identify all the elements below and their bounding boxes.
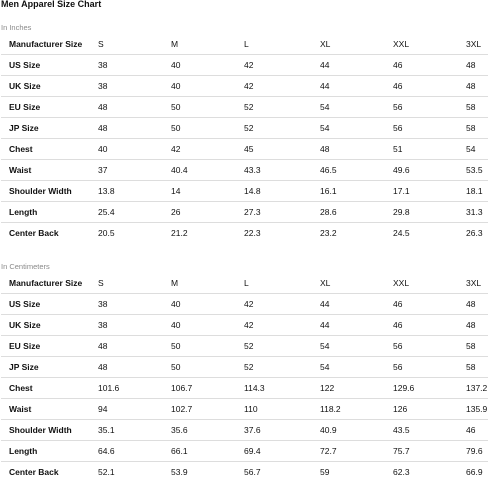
table-cell: 51: [393, 139, 466, 160]
centimeters-size-table: [1, 273, 488, 482]
table-cell: M: [171, 34, 244, 55]
table-cell: 21.2: [171, 223, 244, 244]
table-cell: 48: [98, 336, 171, 357]
table-cell: 42: [244, 315, 320, 336]
table-cell: 48: [466, 55, 488, 76]
table-cell: 94: [98, 399, 171, 420]
table-cell: 49.6: [393, 160, 466, 181]
table-row: [1, 55, 488, 76]
table-cell: 72.7: [320, 441, 393, 462]
table-cell: 46: [393, 315, 466, 336]
table-cell: 42: [244, 55, 320, 76]
table-cell: 48: [466, 294, 488, 315]
table-cell: XL: [320, 34, 393, 55]
table-cell: 3XL: [466, 273, 488, 294]
table-row: [1, 420, 488, 441]
inches-section-caption: In Inches: [1, 23, 31, 32]
table-cell: 31.3: [466, 202, 488, 223]
row-label: US Size: [1, 294, 98, 315]
table-cell: 56: [393, 336, 466, 357]
table-row: [1, 399, 488, 420]
table-cell: 46.5: [320, 160, 393, 181]
table-cell: 22.3: [244, 223, 320, 244]
table-row: [1, 202, 488, 223]
row-label: Chest: [1, 378, 98, 399]
table-cell: 48: [466, 76, 488, 97]
table-cell: 64.6: [98, 441, 171, 462]
row-label: Chest: [1, 139, 98, 160]
table-cell: 59: [320, 462, 393, 482]
table-cell: 48: [98, 357, 171, 378]
table-row: [1, 223, 488, 244]
inches-size-table: [1, 34, 488, 243]
row-label: JP Size: [1, 118, 98, 139]
row-label: Center Back: [1, 223, 98, 244]
table-cell: L: [244, 273, 320, 294]
table-cell: 52.1: [98, 462, 171, 482]
table-cell: 38: [98, 294, 171, 315]
table-cell: 25.4: [98, 202, 171, 223]
table-cell: 53.9: [171, 462, 244, 482]
table-row: [1, 315, 488, 336]
table-cell: 3XL: [466, 34, 488, 55]
table-cell: XXL: [393, 273, 466, 294]
table-cell: 48: [320, 139, 393, 160]
table-cell: 44: [320, 76, 393, 97]
table-row: [1, 76, 488, 97]
table-cell: 43.3: [244, 160, 320, 181]
table-cell: 58: [466, 357, 488, 378]
table-cell: 42: [171, 139, 244, 160]
table-row: [1, 294, 488, 315]
table-cell: 101.6: [98, 378, 171, 399]
table-cell: S: [98, 273, 171, 294]
table-cell: 56: [393, 97, 466, 118]
row-label: EU Size: [1, 336, 98, 357]
table-row: [1, 160, 488, 181]
table-cell: 56: [393, 357, 466, 378]
table-cell: 50: [171, 118, 244, 139]
table-cell: 102.7: [171, 399, 244, 420]
table-cell: 52: [244, 357, 320, 378]
table-cell: 28.6: [320, 202, 393, 223]
table-cell: 20.5: [98, 223, 171, 244]
table-cell: S: [98, 34, 171, 55]
table-cell: 42: [244, 76, 320, 97]
table-cell: 16.1: [320, 181, 393, 202]
table-cell: 27.3: [244, 202, 320, 223]
table-cell: 58: [466, 336, 488, 357]
page-title: Men Apparel Size Chart: [1, 0, 101, 9]
table-cell: 24.5: [393, 223, 466, 244]
table-cell: 135.9: [466, 399, 488, 420]
table-cell: 50: [171, 336, 244, 357]
table-cell: 45: [244, 139, 320, 160]
table-cell: M: [171, 273, 244, 294]
table-cell: 44: [320, 315, 393, 336]
row-label: Manufacturer Size: [1, 34, 98, 55]
table-cell: 79.6: [466, 441, 488, 462]
table-cell: 40: [171, 76, 244, 97]
row-label: JP Size: [1, 357, 98, 378]
table-row: [1, 34, 488, 55]
row-label: UK Size: [1, 315, 98, 336]
table-row: [1, 97, 488, 118]
table-cell: 38: [98, 55, 171, 76]
table-cell: 56.7: [244, 462, 320, 482]
table-row: [1, 273, 488, 294]
table-cell: 38: [98, 76, 171, 97]
table-cell: 43.5: [393, 420, 466, 441]
table-cell: 46: [393, 294, 466, 315]
table-row: [1, 118, 488, 139]
table-cell: 46: [393, 55, 466, 76]
table-row: [1, 357, 488, 378]
table-cell: 40.9: [320, 420, 393, 441]
table-cell: 42: [244, 294, 320, 315]
table-cell: XXL: [393, 34, 466, 55]
centimeters-section-caption: In Centimeters: [1, 262, 50, 271]
table-cell: 14: [171, 181, 244, 202]
table-cell: 66.1: [171, 441, 244, 462]
row-label: Length: [1, 202, 98, 223]
table-cell: 75.7: [393, 441, 466, 462]
table-cell: 114.3: [244, 378, 320, 399]
table-cell: 52: [244, 97, 320, 118]
table-cell: 69.4: [244, 441, 320, 462]
table-cell: 40: [171, 55, 244, 76]
row-label: Waist: [1, 160, 98, 181]
row-label: US Size: [1, 55, 98, 76]
table-row: [1, 181, 488, 202]
table-cell: 106.7: [171, 378, 244, 399]
table-row: [1, 441, 488, 462]
table-cell: 62.3: [393, 462, 466, 482]
table-cell: 54: [320, 97, 393, 118]
table-cell: 35.6: [171, 420, 244, 441]
table-cell: 17.1: [393, 181, 466, 202]
row-label: Shoulder Width: [1, 420, 98, 441]
table-cell: 53.5: [466, 160, 488, 181]
table-cell: 37.6: [244, 420, 320, 441]
table-cell: 40: [98, 139, 171, 160]
table-cell: 54: [320, 357, 393, 378]
table-cell: 23.2: [320, 223, 393, 244]
table-cell: 118.2: [320, 399, 393, 420]
row-label: UK Size: [1, 76, 98, 97]
table-cell: 26.3: [466, 223, 488, 244]
row-label: EU Size: [1, 97, 98, 118]
table-cell: 58: [466, 118, 488, 139]
table-cell: 50: [171, 97, 244, 118]
table-cell: 52: [244, 336, 320, 357]
table-cell: 48: [98, 97, 171, 118]
table-row: [1, 378, 488, 399]
table-cell: 48: [98, 118, 171, 139]
table-cell: 37: [98, 160, 171, 181]
row-label: Manufacturer Size: [1, 273, 98, 294]
table-cell: 40: [171, 294, 244, 315]
table-cell: 44: [320, 294, 393, 315]
table-cell: 122: [320, 378, 393, 399]
table-cell: 66.9: [466, 462, 488, 482]
table-cell: 110: [244, 399, 320, 420]
table-cell: 40.4: [171, 160, 244, 181]
row-label: Center Back: [1, 462, 98, 482]
row-label: Shoulder Width: [1, 181, 98, 202]
table-cell: 54: [466, 139, 488, 160]
table-cell: 38: [98, 315, 171, 336]
table-cell: 40: [171, 315, 244, 336]
table-cell: 54: [320, 336, 393, 357]
table-cell: 35.1: [98, 420, 171, 441]
table-row: [1, 336, 488, 357]
table-cell: 56: [393, 118, 466, 139]
table-cell: 46: [466, 420, 488, 441]
table-cell: 126: [393, 399, 466, 420]
table-cell: 18.1: [466, 181, 488, 202]
table-cell: 13.8: [98, 181, 171, 202]
table-cell: 50: [171, 357, 244, 378]
table-cell: 26: [171, 202, 244, 223]
table-cell: 48: [466, 315, 488, 336]
table-cell: 54: [320, 118, 393, 139]
row-label: Waist: [1, 399, 98, 420]
table-cell: 129.6: [393, 378, 466, 399]
table-cell: 29.8: [393, 202, 466, 223]
table-row: [1, 139, 488, 160]
row-label: Length: [1, 441, 98, 462]
table-cell: 58: [466, 97, 488, 118]
table-cell: 52: [244, 118, 320, 139]
table-cell: XL: [320, 273, 393, 294]
table-cell: 44: [320, 55, 393, 76]
table-cell: 46: [393, 76, 466, 97]
table-cell: 14.8: [244, 181, 320, 202]
table-cell: 137.2: [466, 378, 488, 399]
table-cell: L: [244, 34, 320, 55]
